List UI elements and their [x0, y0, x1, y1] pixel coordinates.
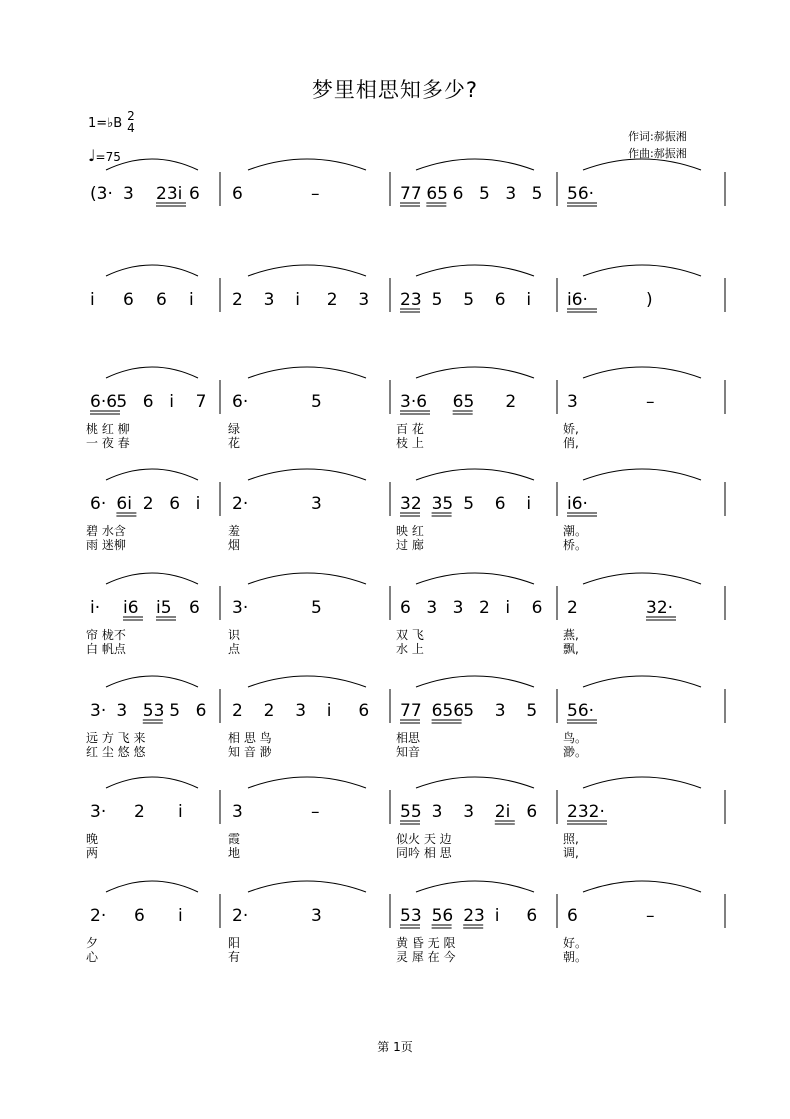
slur-arc: [106, 469, 198, 480]
lyricist-credit: 作词:郝振湘: [628, 130, 687, 143]
note-token: 23: [463, 906, 485, 926]
time-denominator: 4: [127, 121, 135, 135]
lyric-line: 渺。: [563, 745, 588, 759]
note-token: 5: [526, 701, 538, 721]
lyric-line: 枝 上: [396, 436, 424, 450]
time-numerator: 2: [127, 109, 135, 123]
note-token: 65: [426, 184, 448, 204]
note-token: 5: [311, 392, 322, 412]
lyric-line: 白 帆点: [86, 642, 126, 656]
note-token: 6: [567, 906, 578, 926]
note-token: 2·: [232, 494, 249, 514]
note-token: 6: [494, 290, 506, 310]
note-token: 6: [526, 802, 538, 822]
note-token: 3: [426, 598, 438, 618]
note-token: i: [169, 392, 174, 412]
note-token: 5: [479, 184, 490, 204]
lyric-line: 绿: [228, 422, 241, 436]
note-token: 3: [311, 494, 322, 514]
slur-arc: [248, 469, 366, 480]
lyric-line: 飘,: [563, 642, 579, 656]
lyric-line: 夕: [86, 936, 99, 950]
lyric-line: 点: [228, 642, 241, 656]
slur-arc: [106, 676, 198, 687]
lyric-line: 雨 迷柳: [86, 538, 126, 552]
note-token: i: [526, 494, 532, 514]
note-token: i6: [123, 598, 139, 618]
lyric-line: 两: [86, 846, 99, 860]
lyric-line: 燕,: [563, 628, 579, 642]
note-token: i: [195, 494, 201, 514]
note-token: 2: [505, 392, 517, 412]
note-token: i: [326, 701, 332, 721]
lyric-line: 烟: [228, 538, 241, 552]
note-token: 6: [156, 290, 167, 310]
note-token: 77: [400, 184, 422, 204]
lyric-line: 鸟。: [563, 731, 588, 745]
lyric-line: 晚: [86, 832, 99, 846]
lyric-line: 百 花: [396, 422, 424, 436]
note-token: 3·: [90, 802, 107, 822]
slur-arc: [416, 469, 534, 480]
note-token: 232·: [567, 802, 605, 822]
note-token: 56: [431, 906, 454, 926]
note-token: 3: [232, 802, 243, 822]
lyric-line: 帘 栊不: [86, 628, 126, 642]
lyric-line: 有: [228, 950, 241, 964]
note-token: i·: [90, 598, 101, 618]
note-token: 6: [526, 906, 538, 926]
note-token: 2·: [232, 906, 249, 926]
note-token: –: [646, 392, 655, 412]
slur-arc: [248, 676, 366, 687]
note-token: 2i: [494, 802, 511, 822]
note-token: 2: [134, 802, 145, 822]
note-token: 2: [142, 494, 154, 514]
slur-arc: [583, 777, 701, 788]
slur-arc: [248, 159, 366, 170]
note-token: i: [505, 598, 511, 618]
note-token: 5: [431, 290, 443, 310]
note-token: 6: [494, 494, 506, 514]
note-token: 6: [195, 701, 207, 721]
quarter-note-icon: ♩: [88, 146, 96, 165]
page-number: 第 1页: [377, 1040, 413, 1054]
key-text: 1=♭B: [88, 116, 123, 131]
note-token: 6: [189, 598, 200, 618]
song-title: 梦里相思知多少?: [311, 78, 479, 102]
note-token: 6: [142, 392, 154, 412]
note-token: i: [295, 290, 300, 310]
note-token: 3: [567, 392, 578, 412]
lyric-line: 相思: [396, 731, 421, 745]
note-token: 3: [463, 802, 475, 822]
note-token: 6: [123, 290, 134, 310]
lyric-line: 潮。: [563, 524, 588, 538]
note-token: 2·: [90, 906, 107, 926]
slur-arc: [416, 676, 534, 687]
note-token: 65: [452, 392, 475, 412]
note-token: 32·: [646, 598, 674, 618]
note-token: i: [526, 290, 532, 310]
note-token: 3: [311, 906, 322, 926]
slur-arc: [248, 367, 366, 378]
lyric-line: 红 尘 悠 悠: [86, 745, 146, 759]
note-token: 5: [116, 392, 128, 412]
note-token: i: [178, 802, 183, 822]
note-token: 23: [400, 290, 422, 310]
lyric-line: 双 飞: [396, 628, 424, 642]
slur-arc: [416, 265, 534, 276]
lyric-line: 调,: [563, 846, 579, 860]
lyric-line: 识: [228, 628, 241, 642]
note-token: 3: [263, 290, 275, 310]
note-token: 5: [311, 598, 322, 618]
note-token: 5: [463, 701, 475, 721]
lyric-line: 朝。: [563, 950, 588, 964]
lyric-line: 阳: [228, 936, 241, 950]
lyric-line: 霞: [228, 832, 241, 846]
lyric-line: 水 上: [396, 642, 424, 656]
note-token: 56·: [567, 701, 595, 721]
note-token: 35: [431, 494, 454, 514]
note-token: 6: [232, 184, 243, 204]
note-token: 2: [232, 701, 243, 721]
lyric-line: 娇,: [563, 422, 579, 436]
note-token: 7: [195, 392, 207, 412]
note-token: i: [494, 906, 500, 926]
slur-arc: [416, 367, 534, 378]
note-token: 3·: [232, 598, 249, 618]
note-token: 2: [479, 598, 490, 618]
note-token: 5: [463, 290, 475, 310]
lyric-line: 过 廊: [396, 538, 424, 552]
slur-arc: [583, 159, 701, 170]
note-token: 6·: [90, 494, 107, 514]
note-token: –: [646, 906, 655, 926]
note-token: 3: [505, 184, 517, 204]
note-token: 53: [142, 701, 165, 721]
slur-arc: [583, 265, 701, 276]
note-token: 2: [326, 290, 338, 310]
note-token: i: [189, 290, 194, 310]
note-token: ): [646, 290, 653, 310]
note-token: 3: [452, 598, 464, 618]
note-token: i: [90, 290, 95, 310]
note-token: 5: [463, 494, 475, 514]
note-token: 56·: [567, 184, 595, 204]
lyric-line: 花: [228, 436, 241, 450]
note-token: i5: [156, 598, 172, 618]
slur-arc: [106, 367, 198, 378]
lyric-line: 照,: [563, 832, 579, 846]
lyric-line: 俏,: [563, 436, 579, 450]
note-token: 6: [400, 598, 411, 618]
lyric-line: 桃 红 柳: [86, 422, 130, 436]
slur-arc: [416, 573, 534, 584]
note-token: i6·: [567, 290, 588, 310]
note-token: 3: [123, 184, 134, 204]
note-token: –: [311, 802, 320, 822]
note-token: 3·6: [400, 392, 428, 412]
lyric-line: 知音: [396, 745, 421, 759]
note-token: 2: [263, 701, 275, 721]
slur-arc: [583, 573, 701, 584]
note-token: 55: [400, 802, 422, 822]
note-token: 2: [232, 290, 243, 310]
lyric-line: 一 夜 春: [86, 436, 130, 450]
slur-arc: [248, 265, 366, 276]
lyric-line: 远 方 飞 来: [86, 731, 146, 745]
note-token: 3: [358, 290, 370, 310]
slur-arc: [416, 159, 534, 170]
lyric-line: 羞: [228, 524, 241, 538]
note-token: 32: [400, 494, 422, 514]
note-token: (3·: [90, 184, 113, 204]
note-token: 6: [531, 598, 543, 618]
note-token: 77: [400, 701, 422, 721]
lyric-line: 心: [86, 950, 99, 964]
slur-arc: [583, 469, 701, 480]
note-token: 6·6: [90, 392, 118, 412]
note-token: 3: [431, 802, 443, 822]
slur-arc: [248, 573, 366, 584]
note-token: i: [178, 906, 183, 926]
slur-arc: [248, 881, 366, 892]
note-token: 6: [358, 701, 370, 721]
lyric-line: 映 红: [396, 524, 424, 538]
slur-arc: [248, 777, 366, 788]
slur-arc: [106, 777, 198, 788]
slur-arc: [106, 265, 198, 276]
note-token: 23i: [156, 184, 183, 204]
lyric-line: 桥。: [563, 538, 588, 552]
note-token: 3: [116, 701, 128, 721]
note-token: 2: [567, 598, 578, 618]
note-token: 5: [531, 184, 543, 204]
note-token: 53: [400, 906, 422, 926]
slur-arc: [583, 367, 701, 378]
slur-arc: [106, 881, 198, 892]
note-token: 6·: [232, 392, 249, 412]
slur-arc: [106, 573, 198, 584]
slur-arc: [583, 881, 701, 892]
lyric-line: 似火 天 边: [396, 832, 452, 846]
slur-arc: [416, 881, 534, 892]
slur-arc: [416, 777, 534, 788]
note-token: 6: [452, 184, 464, 204]
lyric-line: 相 思 鸟: [228, 731, 272, 745]
note-token: –: [311, 184, 320, 204]
note-token: 6: [134, 906, 145, 926]
note-token: 656: [431, 701, 465, 721]
note-token: i6·: [567, 494, 588, 514]
note-token: 3: [494, 701, 506, 721]
note-token: 3: [295, 701, 307, 721]
note-token: 6i: [116, 494, 132, 514]
lyric-line: 地: [228, 846, 241, 860]
tempo-text: =75: [95, 150, 121, 164]
slur-arc: [583, 676, 701, 687]
composer-credit: 作曲:郝振湘: [628, 147, 687, 160]
note-token: 3·: [90, 701, 107, 721]
lyric-line: 黄 昏 无 限: [396, 936, 456, 950]
lyric-line: 同吟 相 思: [396, 846, 452, 860]
lyric-line: 灵 犀 在 今: [396, 950, 456, 964]
lyric-line: 碧 水含: [86, 524, 126, 538]
slur-arc: [106, 159, 198, 170]
lyric-line: 好。: [563, 936, 588, 950]
note-token: 6: [189, 184, 200, 204]
lyric-line: 知 音 渺: [228, 745, 272, 759]
note-token: 6: [169, 494, 181, 514]
note-token: 5: [169, 701, 181, 721]
